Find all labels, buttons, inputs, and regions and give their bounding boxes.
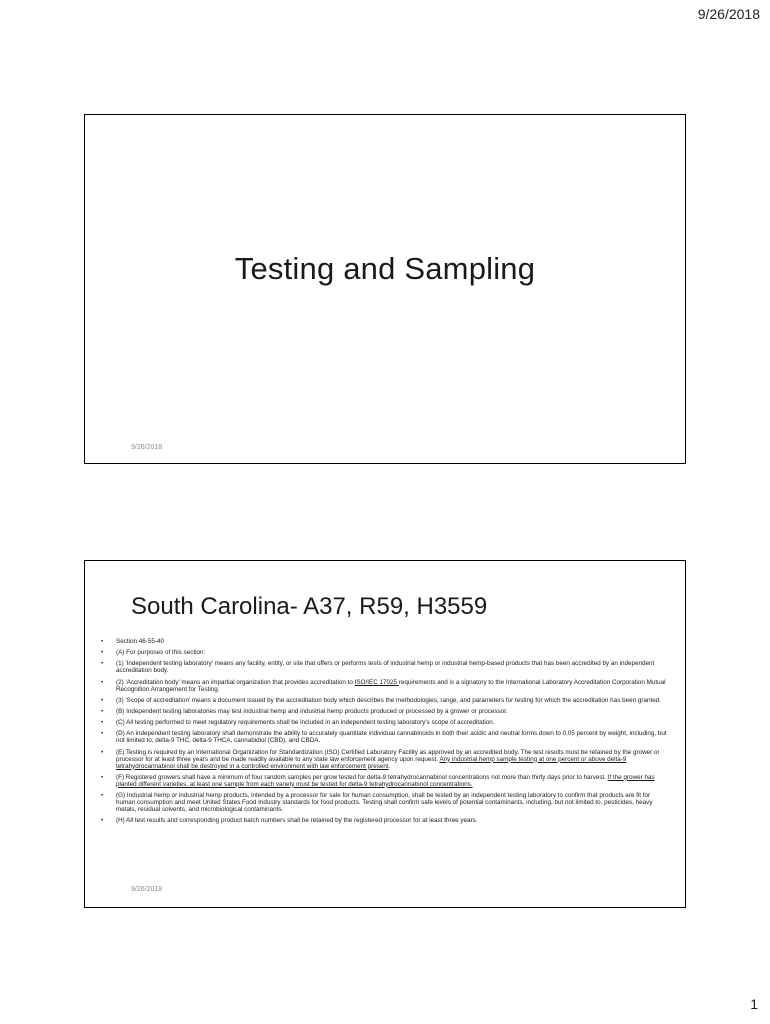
bullet-text: (G) Industrial hemp or industrial hemp products, intended by a processor for sale for human consumption, shall be tested by an independent testing laboratory to confirm that products are fit for human consumption and meet United States Food Industry standards for food products. Testing shall confirm safe levels of potential contaminants, including, but not limited to, pesticides, heavy metals, residual solvents, and microbiological contaminants. xyxy=(116,791,653,813)
slide-2-title: South Carolina- A37, R59, H3559 xyxy=(131,593,488,620)
bullet-underlined-text: ISO/IEC 17025 xyxy=(354,678,399,686)
slide-thumbnail-2 xyxy=(84,560,686,908)
bullet-marker: • xyxy=(101,748,104,756)
bullet-underlined-text: Any industrial hemp sample testing at one percent or above delta-9 tetrahydrocannabinol shall be destroyed in a controlled environment with law enforcement present xyxy=(116,755,627,770)
bullet-text: (F) Registered growers shall have a minimum of four random samples per grow tested for delta-9 tetrahydrocannabinol concentrations not more than thirty days prior to harvest. xyxy=(116,773,608,781)
bullet-marker: • xyxy=(101,638,104,645)
bullet-text: (B) Independent testing laboratories may test industrial hemp and industrial hemp products produced or processed by a grower or processor. xyxy=(116,707,508,715)
bullet-text: (3) 'Scope of accreditation' means a document issued by the accreditation body which describes the methodologies, range, and parameters for testing for which the accreditation has been granted. xyxy=(116,696,661,704)
bullet-text: (E) Testing is required by an International Organization for Standardization (ISO) Certified Laboratory Facility as approved by an accredited body. The test results must be retained by the grower or processor for at least three years and be made readily available to any state law enforcement agency upon request. xyxy=(116,748,660,763)
slide-1-footer-date: 9/26/2018 xyxy=(131,444,163,451)
bullet-item xyxy=(99,792,667,813)
bullet-text: (D) An independent testing laboratory shall demonstrate the ability to accurately quantitate individual cannabinoids in both their acidic and neutral forms down to 0.05 percent by weight, including, but not limited to, delta-9 THC, delta-9 THCA, cannabidiol (CBD), and CBDA. xyxy=(116,730,667,745)
bullet-text-tail: . xyxy=(388,762,391,770)
slide-2-bullet-list xyxy=(99,638,667,828)
bullet-item xyxy=(99,730,667,744)
bullet-item xyxy=(99,649,667,656)
bullet-marker: • xyxy=(101,773,104,781)
page-number: 1 xyxy=(750,996,758,1012)
bullet-marker: • xyxy=(101,730,104,738)
bullet-text: (C) All testing performed to meet regulatory requirements shall be included in an independent testing laboratory's scope of accreditation. xyxy=(116,719,495,727)
bullet-item xyxy=(99,660,667,674)
slide-1-title: Testing and Sampling xyxy=(234,251,536,286)
bullet-marker: • xyxy=(101,719,104,727)
slide-2-footer-date: 9/26/2018 xyxy=(131,886,163,893)
bullet-underlined-text: If the grower has planted different varieties, at least one sample from each variety must be tested for delta-9 tetrahydrocannabinol concentrations. xyxy=(116,773,655,788)
bullet-text: Section 46-55-40 xyxy=(116,638,164,645)
bullet-item xyxy=(99,719,667,726)
bullet-item xyxy=(99,679,667,693)
bullet-text: (H) All test results and corresponding product batch numbers shall be retained by the registered processor for at least three years. xyxy=(116,817,478,825)
bullet-marker: • xyxy=(101,707,104,715)
bullet-marker: • xyxy=(101,817,104,825)
bullet-marker: • xyxy=(101,696,104,704)
bullet-marker: • xyxy=(101,678,104,686)
bullet-item xyxy=(99,749,667,770)
bullet-text: (1) 'Independent testing laboratory' means any facility, entity, or site that offers or performs tests of industrial hemp or industrial hemp-based products that has been accredited by an independent accreditation body. xyxy=(116,660,655,675)
bullet-text-tail: requirements and is a signatory to the International Laboratory Accreditation Corporation Mutual Recognition Arrangement for Testing. xyxy=(116,678,666,693)
bullet-item xyxy=(99,697,667,704)
slide-thumbnail-1 xyxy=(84,114,686,464)
bullet-text: (A) For purposes of this section: xyxy=(116,649,206,657)
bullet-marker: • xyxy=(101,660,104,668)
bullet-item xyxy=(99,817,667,824)
page-header-date: 9/26/2018 xyxy=(697,6,760,22)
bullet-marker: • xyxy=(101,791,104,799)
bullet-item xyxy=(99,638,667,645)
bullet-text: (2) 'Accreditation body' means an impartial organization that provides accreditation to xyxy=(116,678,355,686)
bullet-item xyxy=(99,708,667,715)
bullet-marker: • xyxy=(101,649,104,657)
bullet-item xyxy=(99,774,667,788)
